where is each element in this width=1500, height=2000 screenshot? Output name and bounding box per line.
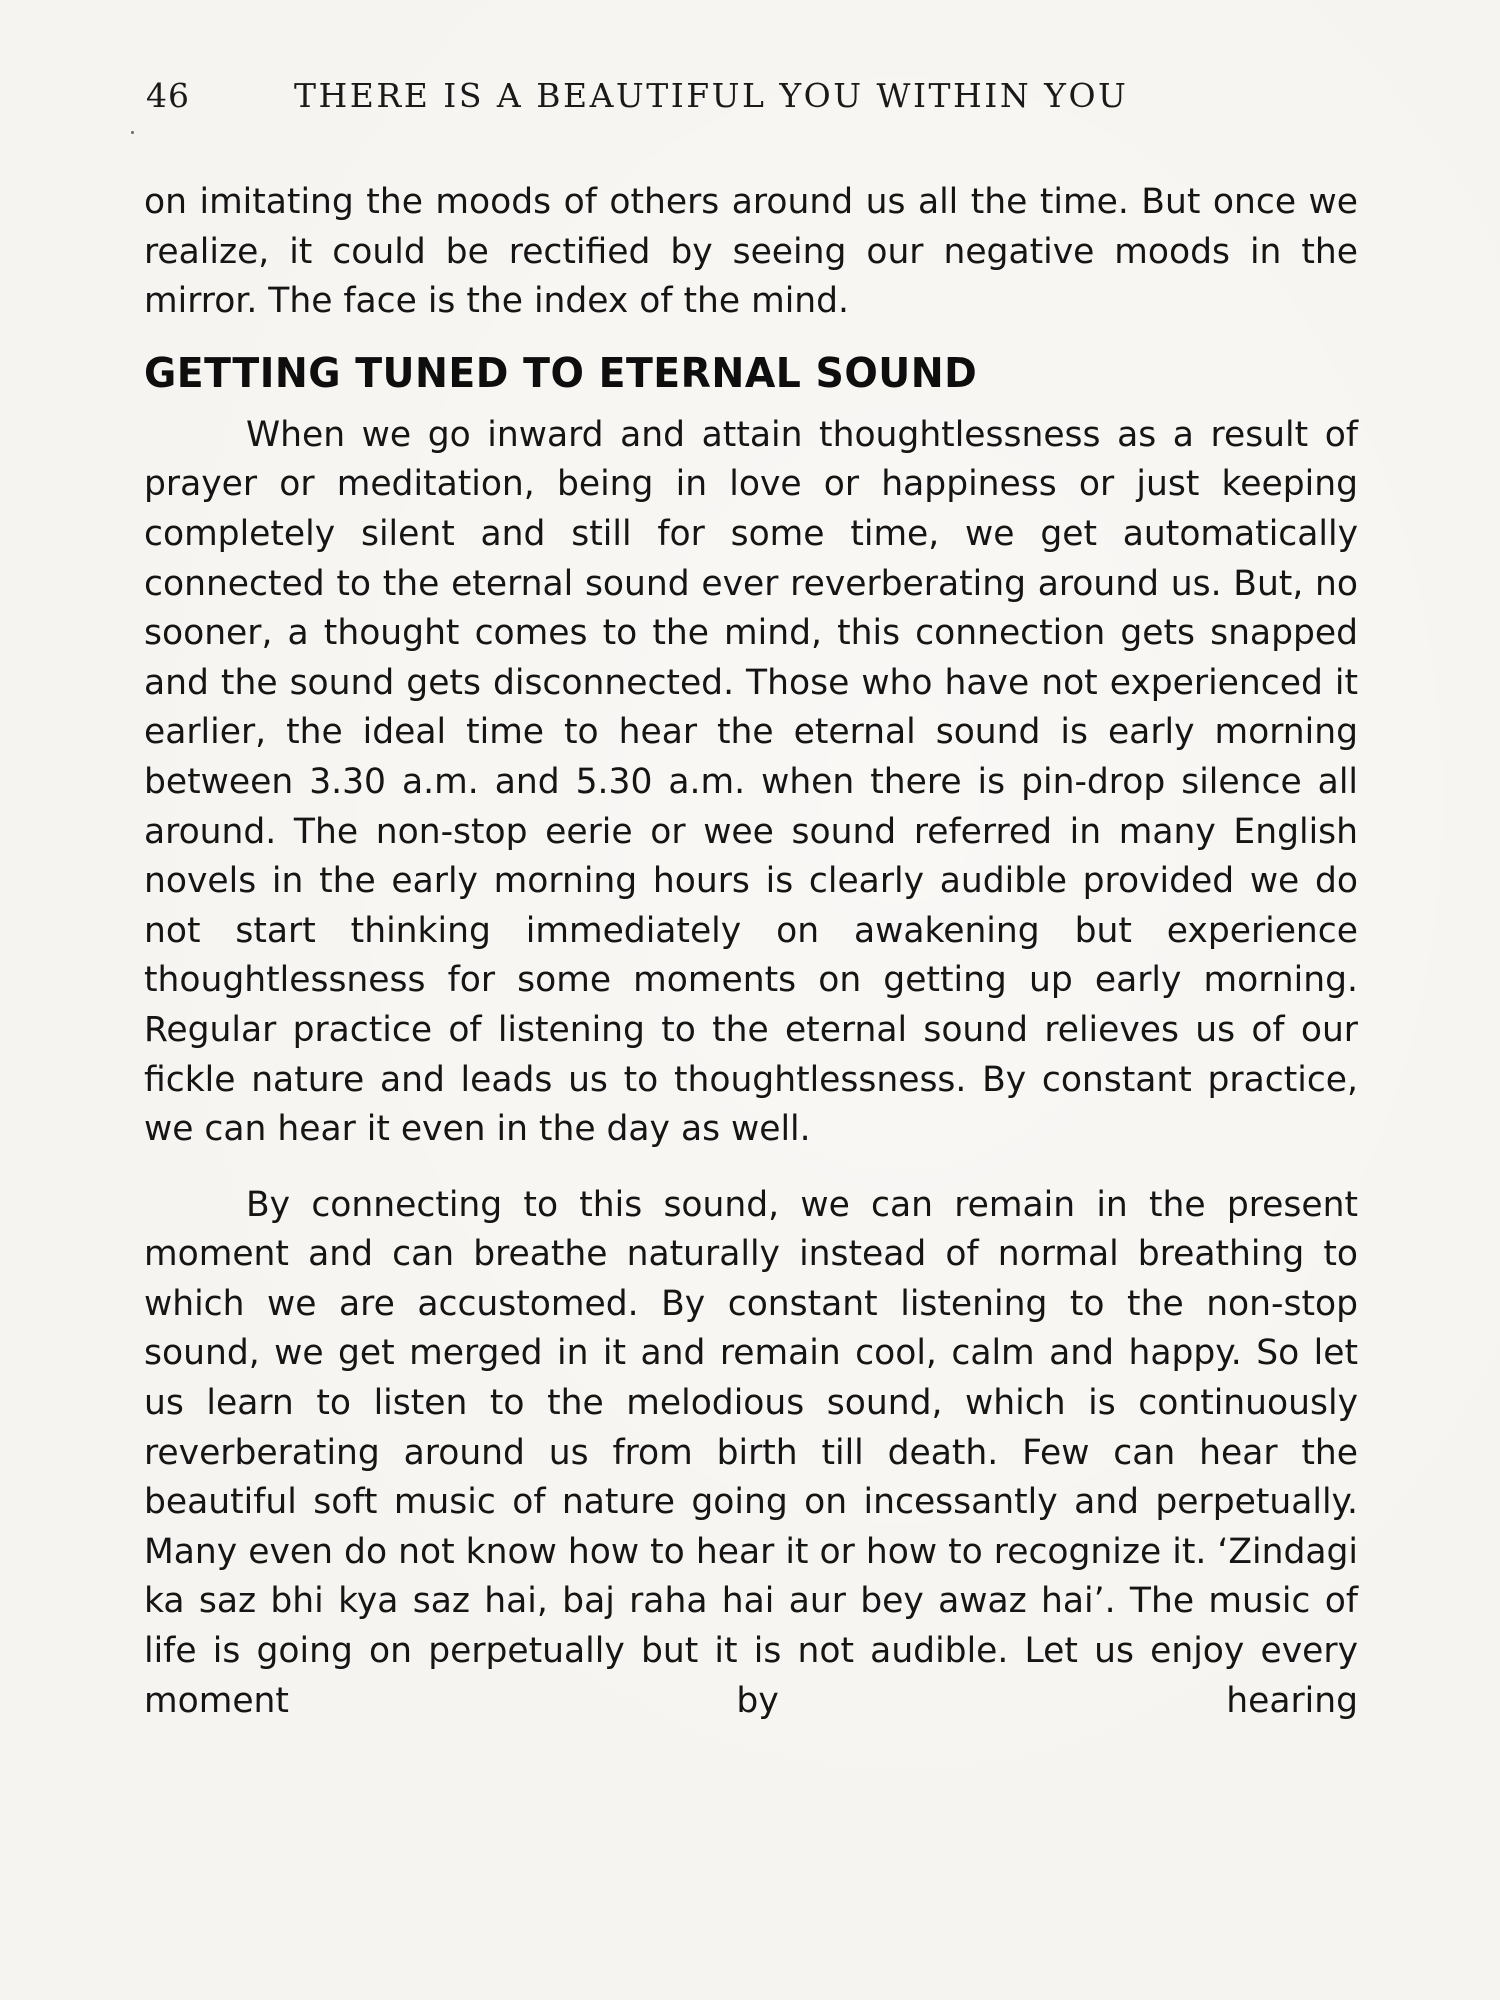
page-body (144, 178, 1358, 1726)
running-title: THERE IS A BEAUTIFUL YOU WITHIN YOU (294, 76, 1129, 115)
paragraph-1: When we go inward and attain thoughtlessness as a result of prayer or meditation, being in love or happiness or just keeping completely silent and still for some time, we get automatically connected to the eternal sound ever reverberating around us. But, no sooner, a thought comes to the mind, this connection gets snapped and the sound gets disconnected. Those who have not experienced it earlier, the ideal time to hear the eternal sound is early morning between 3.30 a.m. and 5.30 a.m. when there is pin-drop silence all around. The non-stop eerie or wee sound referred in many English novels in the early morning hours is clearly audible provided we do not start thinking immediately on awakening but experience thoughtlessness for some moments on getting up early morning. Regular practice of listening to the eternal sound relieves us of our fickle nature and leads us to thoughtlessness. By constant practice, we can hear it even in the day as well. (144, 414, 1358, 1150)
page-number: 46 (146, 76, 190, 115)
paragraph-2: By connecting to this sound, we can remain in the present moment and can breathe naturally instead of normal breathing to which we are accustomed. By constant listening to the non-stop sound, we get merged in it and remain cool, calm and happy. So let us learn to listen to the melodious sound, which is continuously reverberating around us from birth till death. Few can hear the beautiful soft music of nature going on incessantly and perpetually. Many even do not know how to hear it or how to recognize it. ‘Zindagi ka saz bhi kya saz hai, baj raha hai aur bey awaz hai’. The music of life is going on perpetually but it is not audible. Let us enjoy every moment by hearing (144, 1184, 1358, 1721)
page-header (146, 76, 1376, 120)
section-heading: GETTING TUNED TO ETERNAL SOUND (144, 348, 978, 397)
intro-paragraph: on imitating the moods of others around us all the time. But once we realize, it could be rectified by seeing our negative moods in the mirror. The face is the index of the mind. (144, 182, 1358, 322)
paper-speck (131, 131, 134, 134)
